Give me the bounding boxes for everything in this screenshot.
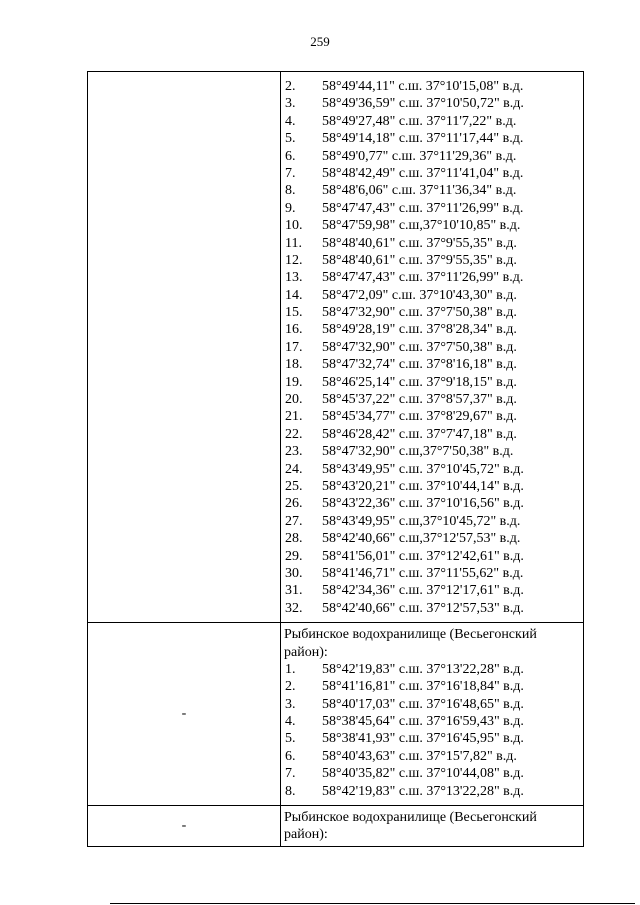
point-coordinates: 58°38'45,64" с.ш. 37°16'59,43" в.д. <box>322 714 524 730</box>
point-coordinates: 58°47'47,43" с.ш. 37°11'26,99" в.д. <box>322 200 524 216</box>
point-number: 26. <box>285 496 303 512</box>
left-cell: - <box>88 806 281 847</box>
coordinate-row <box>284 582 583 599</box>
point-coordinates: 58°40'35,82" с.ш. 37°10'44,08" в.д. <box>322 766 524 782</box>
point-number: 3. <box>285 696 296 712</box>
coordinate-row <box>284 443 583 460</box>
point-number: 6. <box>285 748 296 764</box>
coordinate-row <box>284 235 583 252</box>
point-number: 25. <box>285 478 303 494</box>
point-number: 4. <box>285 714 296 730</box>
point-coordinates: 58°45'34,77" с.ш. 37°8'29,67" в.д. <box>322 409 517 425</box>
coordinate-row <box>284 130 583 147</box>
point-number: 23. <box>285 444 303 460</box>
point-number: 8. <box>285 783 296 799</box>
point-number: 17. <box>285 339 303 355</box>
point-coordinates: 58°47'32,90" с.ш. 37°7'50,38" в.д. <box>322 339 517 355</box>
point-coordinates: 58°42'19,83" с.ш. 37°13'22,28" в.д. <box>322 661 524 677</box>
point-coordinates: 58°46'28,42" с.ш. 37°7'47,18" в.д. <box>322 426 517 442</box>
point-number: 5. <box>285 731 296 747</box>
coordinate-row <box>284 200 583 217</box>
point-coordinates: 58°42'34,36" с.ш. 37°12'17,61" в.д. <box>322 583 524 599</box>
point-coordinates: 58°49'0,77" с.ш. 37°11'29,36" в.д. <box>322 148 517 164</box>
point-coordinates: 58°43'49,95" с.ш,37°10'45,72" в.д. <box>322 513 521 529</box>
point-number: 19. <box>285 374 303 390</box>
point-number: 14. <box>285 287 303 303</box>
point-coordinates: 58°40'43,63" с.ш. 37°15'7,82" в.д. <box>322 748 517 764</box>
point-coordinates: 58°40'17,03" с.ш. 37°16'48,65" в.д. <box>322 696 524 712</box>
coordinate-row <box>284 408 583 425</box>
point-coordinates: 58°38'41,93" с.ш. 37°16'45,95" в.д. <box>322 731 524 747</box>
coordinate-row <box>284 113 583 130</box>
coordinate-row <box>284 304 583 321</box>
coordinate-row <box>284 696 583 713</box>
coordinates-table <box>87 71 584 847</box>
coordinate-row <box>284 217 583 234</box>
point-number: 7. <box>285 766 296 782</box>
point-coordinates: 58°49'14,18" с.ш. 37°11'17,44" в.д. <box>322 131 524 147</box>
point-coordinates: 58°47'59,98" с.ш,37°10'10,85" в.д. <box>322 218 521 234</box>
point-coordinates: 58°41'16,81" с.ш. 37°16'18,84" в.д. <box>322 679 524 695</box>
coordinate-row <box>284 356 583 373</box>
point-coordinates: 58°49'27,48" с.ш. 37°11'7,22" в.д. <box>322 113 517 129</box>
point-coordinates: 58°47'32,90" с.ш. 37°7'50,38" в.д. <box>322 305 517 321</box>
point-number: 30. <box>285 565 303 581</box>
coordinate-row <box>284 182 583 199</box>
point-number: 16. <box>285 322 303 338</box>
point-coordinates: 58°47'47,43" с.ш. 37°11'26,99" в.д. <box>322 270 524 286</box>
page-number: 259 <box>310 34 330 49</box>
table-row <box>88 623 584 806</box>
coordinate-row <box>284 321 583 338</box>
coordinate-row <box>284 748 583 765</box>
coordinate-row <box>284 513 583 530</box>
point-number: 21. <box>285 409 303 425</box>
point-number: 31. <box>285 583 303 599</box>
point-number: 22. <box>285 426 303 442</box>
point-number: 15. <box>285 305 303 321</box>
point-number: 29. <box>285 548 303 564</box>
coordinate-row <box>284 713 583 730</box>
point-number: 5. <box>285 131 296 147</box>
point-number: 6. <box>285 148 296 164</box>
point-number: 20. <box>285 392 303 408</box>
coordinate-row <box>284 678 583 695</box>
point-coordinates: 58°42'40,66" с.ш,37°12'57,53" в.д. <box>322 531 521 547</box>
coordinate-row <box>284 783 583 800</box>
point-coordinates: 58°45'37,22" с.ш. 37°8'57,37" в.д. <box>322 392 517 408</box>
scan-edge-line <box>110 903 635 904</box>
coordinate-row <box>284 730 583 747</box>
point-number: 3. <box>285 96 296 112</box>
point-coordinates: 58°49'28,19" с.ш. 37°8'28,34" в.д. <box>322 322 517 338</box>
point-number: 1. <box>285 661 296 677</box>
point-number: 24. <box>285 461 303 477</box>
coordinate-row <box>284 530 583 547</box>
coordinate-row <box>284 95 583 112</box>
coordinate-row <box>284 374 583 391</box>
point-number: 27. <box>285 513 303 529</box>
point-coordinates: 58°47'32,74" с.ш. 37°8'16,18" в.д. <box>322 357 517 373</box>
coordinate-row <box>284 565 583 582</box>
point-number: 12. <box>285 252 303 268</box>
area-heading: Рыбинское водохранилище (Весьегонский район): <box>284 627 537 660</box>
left-cell: - <box>88 623 281 806</box>
point-number: 9. <box>285 200 296 216</box>
point-number: 8. <box>285 183 296 199</box>
point-number: 32. <box>285 600 303 616</box>
point-number: 2. <box>285 79 296 94</box>
coordinate-row <box>284 426 583 443</box>
point-coordinates: 58°47'2,09" с.ш. 37°10'43,30" в.д. <box>322 287 517 303</box>
coordinate-row <box>284 495 583 512</box>
coordinate-row <box>284 165 583 182</box>
point-coordinates: 58°43'22,36" с.ш. 37°10'16,56" в.д. <box>322 496 524 512</box>
coordinate-row <box>284 548 583 565</box>
point-number: 2. <box>285 679 296 695</box>
point-coordinates: 58°43'49,95" с.ш. 37°10'45,72" в.д. <box>322 461 524 477</box>
coordinate-row <box>284 287 583 304</box>
left-cell <box>88 72 281 623</box>
coordinates-cell <box>281 72 584 623</box>
table-row <box>88 806 584 847</box>
coordinate-row <box>284 765 583 782</box>
point-number: 4. <box>285 113 296 129</box>
point-number: 28. <box>285 531 303 547</box>
point-coordinates: 58°41'46,71" с.ш. 37°11'55,62" в.д. <box>322 565 524 581</box>
coordinate-row <box>284 661 583 678</box>
area-heading: Рыбинское водохранилище (Весьегонский район): <box>284 810 537 843</box>
coordinate-row <box>284 391 583 408</box>
point-coordinates: 58°42'19,83" с.ш. 37°13'22,28" в.д. <box>322 783 524 799</box>
point-number: 11. <box>285 235 302 251</box>
point-coordinates: 58°46'25,14" с.ш. 37°9'18,15" в.д. <box>322 374 517 390</box>
point-coordinates: 58°43'20,21" с.ш. 37°10'44,14" в.д. <box>322 478 524 494</box>
coordinate-row <box>284 269 583 286</box>
point-coordinates: 58°48'42,49" с.ш. 37°11'41,04" в.д. <box>322 165 524 181</box>
point-coordinates: 58°47'32,90" с.ш,37°7'50,38" в.д. <box>322 444 514 460</box>
coordinate-row <box>284 461 583 478</box>
coordinates-cell <box>281 623 584 806</box>
coordinate-row <box>284 252 583 269</box>
point-number: 18. <box>285 357 303 373</box>
point-coordinates: 58°48'6,06" с.ш. 37°11'36,34" в.д. <box>322 183 517 199</box>
point-coordinates: 58°42'40,66" с.ш. 37°12'57,53" в.д. <box>322 600 524 616</box>
coordinate-row <box>284 78 583 95</box>
point-coordinates: 58°48'40,61" с.ш. 37°9'55,35" в.д. <box>322 252 517 268</box>
table-row <box>88 72 584 623</box>
coordinate-row <box>284 339 583 356</box>
coordinate-row <box>284 600 583 617</box>
coordinate-row <box>284 148 583 165</box>
table-body <box>88 72 584 847</box>
point-number: 13. <box>285 270 303 286</box>
point-coordinates: 58°49'36,59" с.ш. 37°10'50,72" в.д. <box>322 96 524 112</box>
coordinates-cell <box>281 806 584 847</box>
coordinate-row <box>284 478 583 495</box>
point-coordinates: 58°49'44,11" с.ш. 37°10'15,08" в.д. <box>322 79 524 94</box>
point-coordinates: 58°41'56,01" с.ш. 37°12'42,61" в.д. <box>322 548 524 564</box>
point-number: 10. <box>285 218 303 234</box>
point-number: 7. <box>285 165 296 181</box>
point-coordinates: 58°48'40,61" с.ш. 37°9'55,35" в.д. <box>322 235 517 251</box>
